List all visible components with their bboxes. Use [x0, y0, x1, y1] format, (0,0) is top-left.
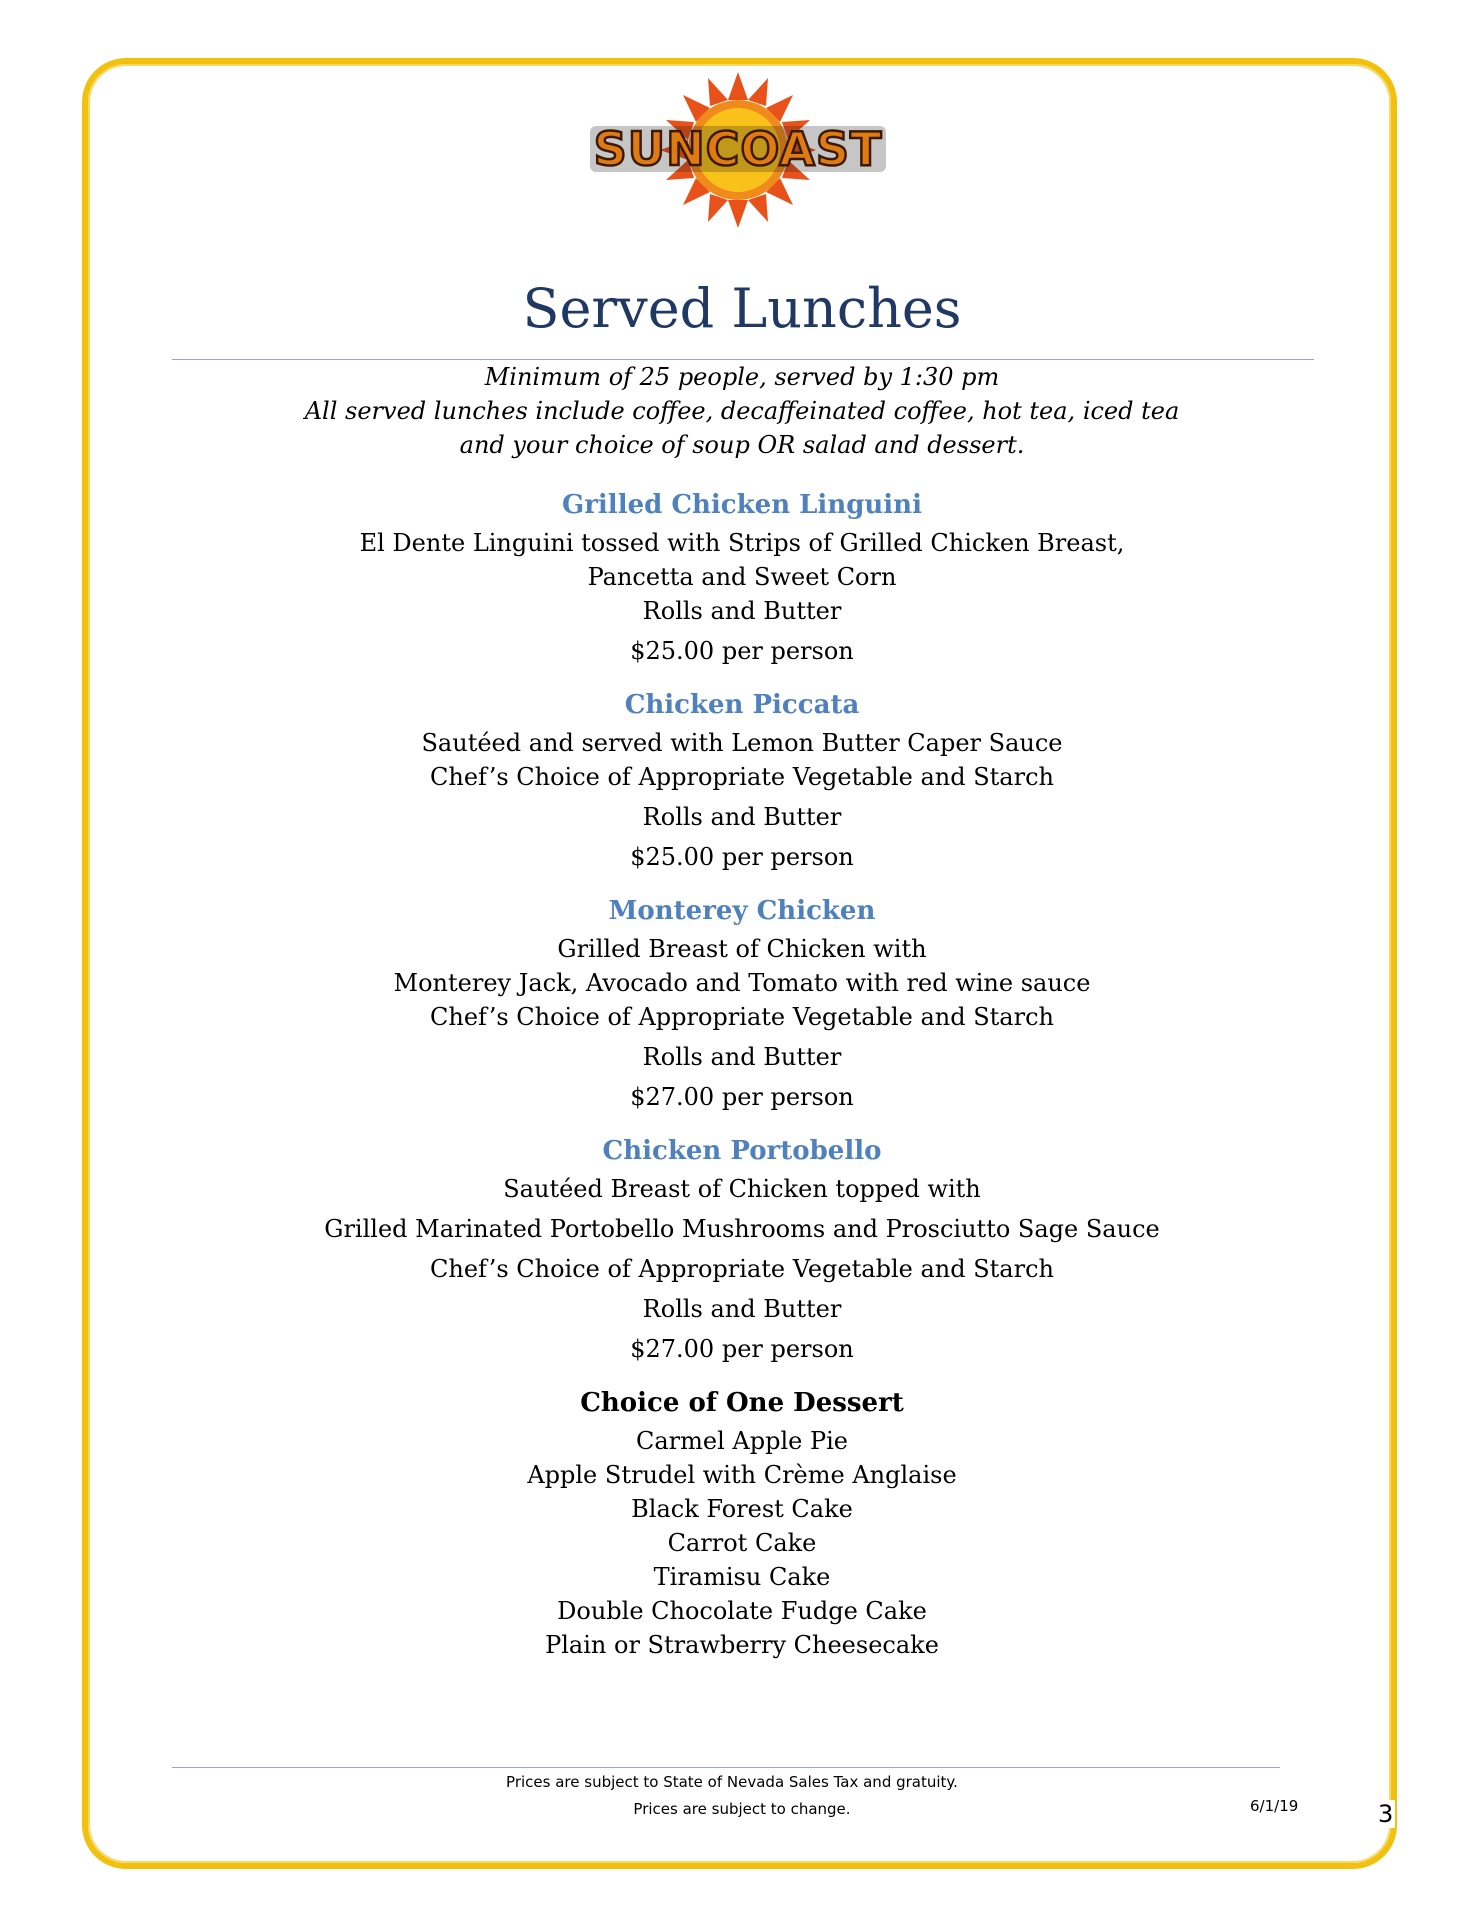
intro-line: All served lunches include coffee, decaffeinated coffee, hot tea, iced tea — [304, 397, 1180, 425]
dessert-item: Carmel Apple Pie — [635, 1427, 848, 1455]
menu-item-description: Grilled Breast of Chicken with — [557, 935, 927, 963]
intro-line: Minimum of 25 people, served by 1:30 pm — [484, 363, 1000, 391]
page-title: Served Lunches — [522, 277, 962, 340]
intro-line: and your choice of soup OR salad and dessert. — [459, 431, 1025, 459]
menu-item-title: Chicken Piccata — [624, 690, 860, 720]
logo-wordmark: SUNCOAST — [593, 122, 883, 176]
menu-item-description: Monterey Jack, Avocado and Tomato with red wine sauce — [393, 969, 1091, 997]
footer-change-note: Prices are subject to change. — [633, 1800, 851, 1818]
menu-item-title: Grilled Chicken Linguini — [562, 490, 922, 520]
menu-item — [0, 1130, 1484, 1366]
menu-item-sides: Rolls and Butter — [642, 1295, 842, 1323]
dessert-item: Tiramisu Cake — [653, 1563, 831, 1591]
menu-item-description: Chef’s Choice of Appropriate Vegetable and Starch — [430, 763, 1054, 791]
menu-item-sides: Rolls and Butter — [642, 597, 842, 625]
menu-item-description: Chef’s Choice of Appropriate Vegetable and Starch — [430, 1255, 1054, 1283]
menu-item-title: Chicken Portobello — [602, 1136, 882, 1166]
menu-item-price: $25.00 per person — [630, 637, 854, 665]
menu-item-sides: Rolls and Butter — [642, 1043, 842, 1071]
dessert-title: Choice of One Dessert — [580, 1388, 904, 1418]
footer-tax-note: Prices are subject to State of Nevada Sales Tax and gratuity. — [506, 1773, 958, 1791]
menu-item-description: Grilled Marinated Portobello Mushrooms and Prosciutto Sage Sauce — [324, 1215, 1160, 1243]
dessert-section — [0, 1382, 1484, 1662]
menu-item-description: Sautéed and served with Lemon Butter Caper Sauce — [421, 729, 1063, 757]
menu-item-description: Chef’s Choice of Appropriate Vegetable and Starch — [430, 1003, 1054, 1031]
intro-text — [0, 360, 1484, 462]
menu-list — [0, 484, 1484, 1662]
footer-divider — [172, 1767, 1280, 1768]
menu-item — [0, 684, 1484, 874]
menu-item-description: Pancetta and Sweet Corn — [587, 563, 897, 591]
dessert-item: Plain or Strawberry Cheesecake — [545, 1631, 939, 1659]
menu-item-price: $27.00 per person — [630, 1083, 854, 1111]
dessert-item: Apple Strudel with Crème Anglaise — [527, 1461, 957, 1489]
menu-item-price: $25.00 per person — [630, 843, 854, 871]
page-number: 3 — [1378, 1800, 1394, 1828]
dessert-item: Double Chocolate Fudge Cake — [557, 1597, 927, 1625]
menu-item-sides: Rolls and Butter — [642, 803, 842, 831]
menu-item-title: Monterey Chicken — [608, 896, 876, 926]
menu-item-price: $27.00 per person — [630, 1335, 854, 1363]
menu-item — [0, 484, 1484, 668]
suncoast-logo — [588, 68, 888, 228]
menu-item-description: Sautéed Breast of Chicken topped with — [503, 1175, 981, 1203]
footer-date: 6/1/19 — [1250, 1797, 1299, 1815]
dessert-item: Black Forest Cake — [631, 1495, 853, 1523]
menu-item-description: El Dente Linguini tossed with Strips of Grilled Chicken Breast, — [359, 529, 1125, 557]
menu-item — [0, 890, 1484, 1114]
dessert-item: Carrot Cake — [667, 1529, 817, 1557]
